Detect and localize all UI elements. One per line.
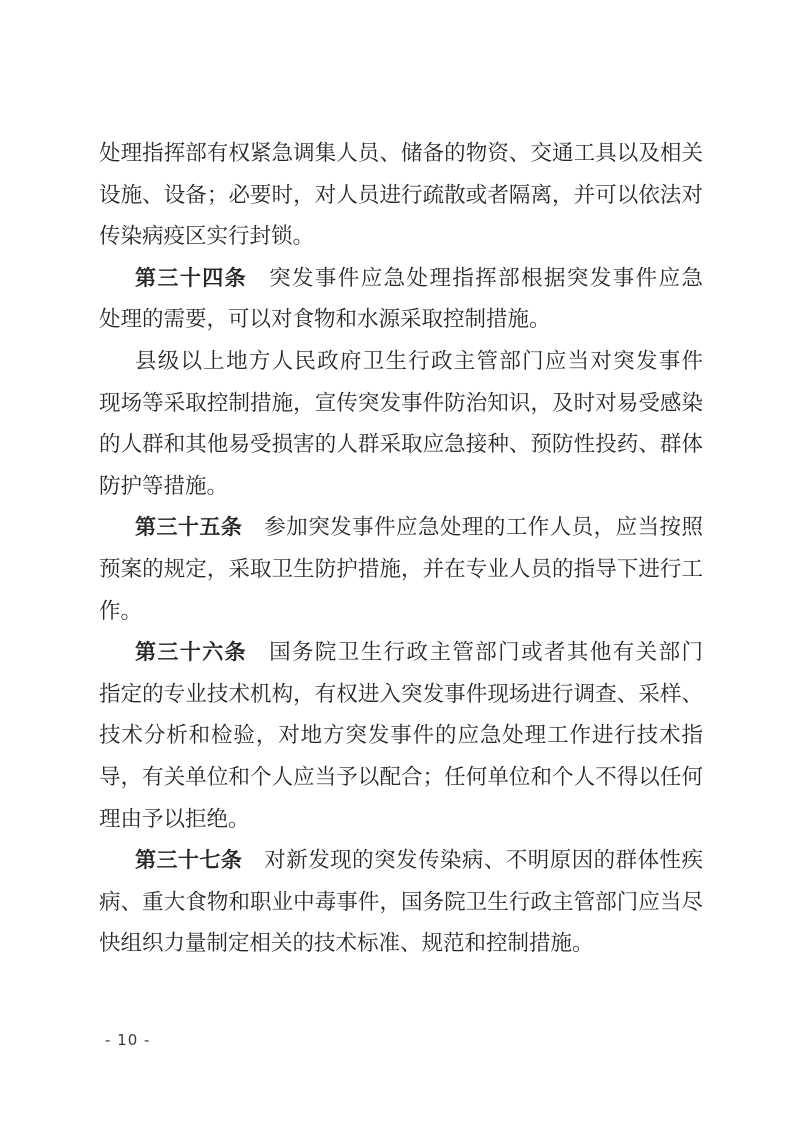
- article-text: 国务院卫生行政主管部门或者其他有关部门: [269, 640, 703, 665]
- text-line: 县级以上地方人民政府卫生行政主管部门应当对突发事件: [135, 348, 703, 373]
- text-line: [99, 840, 703, 882]
- article-number: 第三十四条: [135, 266, 248, 290]
- paragraph-continuation: [99, 133, 703, 258]
- paragraph-article-34: [99, 258, 703, 341]
- paragraph-article-36: [99, 632, 703, 840]
- text-line: 快组织力量制定相关的技术标准、规范和控制措施。: [99, 931, 594, 956]
- text-line: 预案的规定，采取卫生防护措施，并在专业人员的指导下进行工: [99, 556, 703, 581]
- text-line: 处理的需要，可以对食物和水源采取控制措施。: [99, 307, 551, 332]
- article-text: 参加突发事件应急处理的工作人员，应当按照: [264, 515, 703, 540]
- text-line: [99, 258, 703, 300]
- text-line: 防护等措施。: [99, 473, 229, 498]
- text-line: [99, 507, 703, 549]
- paragraph-article-35: [99, 507, 703, 632]
- text-line: 病、重大食物和职业中毒事件，国务院卫生行政主管部门应当尽: [99, 889, 703, 914]
- text-line: 指定的专业技术机构，有权进入突发事件现场进行调查、采样、: [99, 681, 703, 706]
- text-line: 理由予以拒绝。: [99, 806, 250, 831]
- paragraph-body: [99, 341, 703, 507]
- article-number: 第三十五条: [135, 516, 243, 540]
- text-line: 技术分析和检验，对地方突发事件的应急处理工作进行技术指: [99, 723, 703, 748]
- page-number: - 10 -: [105, 1031, 151, 1049]
- text-line: 设施、设备；必要时，对人员进行疏散或者隔离，并可以依法对: [99, 182, 703, 207]
- article-text: 突发事件应急处理指挥部根据突发事件应急: [269, 265, 703, 290]
- article-number: 第三十七条: [135, 849, 243, 873]
- article-text: 对新发现的突发传染病、不明原因的群体性疾: [264, 848, 703, 873]
- text-line: 的人群和其他易受损害的人群采取应急接种、预防性投药、群体: [99, 432, 703, 457]
- article-number: 第三十六条: [135, 641, 248, 665]
- text-line: 导，有关单位和个人应当予以配合；任何单位和个人不得以任何: [99, 764, 703, 789]
- text-line: 作。: [99, 598, 143, 623]
- text-line: 处理指挥部有权紧急调集人员、储备的物资、交通工具以及相关: [99, 141, 703, 165]
- text-line: 传染病疫区实行封锁。: [99, 224, 315, 249]
- document-body: [99, 133, 703, 965]
- text-line: [99, 632, 703, 674]
- paragraph-article-37: [99, 840, 703, 965]
- text-line: 现场等采取控制措施，宣传突发事件防治知识，及时对易受感染: [99, 390, 703, 415]
